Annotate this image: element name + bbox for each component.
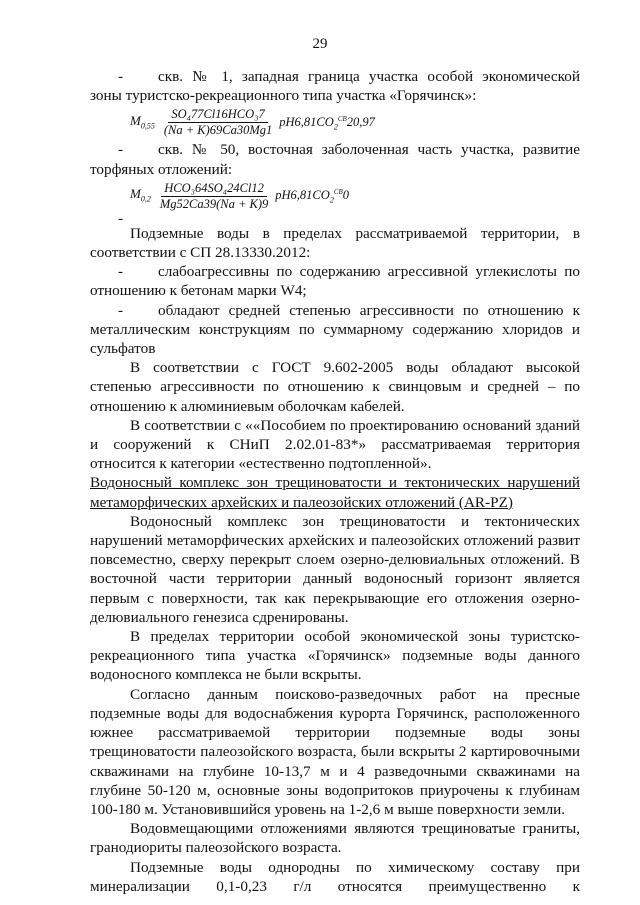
formula-fraction [157, 181, 271, 212]
bullet-text-continued: металлическим конструкциям по суммарному содержанию хлоридов и сульфатов [90, 320, 580, 358]
bullet-dash: - [118, 263, 124, 281]
section-heading: Водоносный комплекс зон трещиноватости и тектонических нарушений метаморфических архейских и палеозойских отложений (AR-PZ) [90, 474, 580, 511]
bullet-dash: - [118, 141, 124, 159]
paragraph: Водовмещающими отложениями являются трещиноватые граниты, гранодиориты палеозойского возраста. [90, 820, 580, 857]
bullet-dash: - [118, 301, 124, 319]
formula-cations: Mg52Ca39(Na + K)9 [159, 196, 269, 211]
bullet-item [90, 301, 580, 359]
page-number: 29 [312, 36, 328, 52]
paragraph: Согласно данным поисково-разведочных работ на пресные подземные воды для водоснабжения курорта Горячинск, расположенного южнее рассматриваемой территории подземные воды зоны трещиноватости палеозойского возраста, были вскрыты 2 картировочными скважинами на глубине 10-13,7 м и 4 разведочными скважинами на глубине 50-120 м, основные зоны водопритоков приурочены к глубинам 100-180 м. Установившийся уровень на 1-2,6 м выше поверхности земли. [90, 685, 580, 818]
bullet-dash: - [118, 68, 124, 85]
bullet-text-continued: зоны туристско-рекреационного типа участка «Горячинск»: [90, 87, 477, 105]
paragraph: В пределах территории особой экономической зоны туристско-рекреационного типа участка «Горячинск» подземные воды данного водоносного комплекса не были вскрыты. [90, 628, 580, 684]
chemical-formula [130, 181, 580, 212]
formula-ph: $pH6,81CO_2^{CB}0$ [275, 187, 350, 205]
formula-cations: (Na + K)69Ca30Mg1 [163, 123, 273, 138]
bullet-dash: - [118, 209, 124, 227]
bullet-item [90, 140, 580, 178]
formula-fraction [161, 107, 275, 138]
formula-mineralization: $M_{0,2}$ [130, 186, 151, 204]
formula-anions: HCO₃64SO₄24Cl12 [161, 181, 267, 197]
bullet-item [90, 67, 580, 105]
document-body [90, 67, 580, 896]
formula-ph: $pH6,81CO_2^{CB}20,97$ [279, 114, 375, 132]
bullet-text-continued: торфяных отложений: [90, 160, 233, 178]
chemical-formula [130, 107, 580, 138]
paragraph: Подземные воды в пределах рассматриваемой территории, в соответствии с СП 28.13330.2012: [90, 224, 580, 262]
paragraph: В соответствии с ГОСТ 9.602-2005 воды обладают высокой степенью агрессивности по отношению к свинцовым и средней – по отношению к алюминиевым оболочкам кабелей. [90, 359, 580, 415]
paragraph: Подземные воды однородны по химическому составу при минерализации 0,1-0,23 г/л относятся преимущественно к [90, 858, 580, 895]
bullet-text: скв. № 1, западная граница участка особой экономической [158, 68, 580, 85]
bullet-text: слабоагрессивны по содержанию агрессивной углекислоты по [158, 263, 580, 281]
formula-anions: SO₄77Cl16HCO₃7 [168, 107, 267, 123]
bullet-text-continued: отношению к бетонам марки W4; [90, 282, 307, 300]
formula-mineralization: $M_{0,55}$ [130, 112, 155, 131]
bullet-item [90, 262, 580, 300]
bullet-text: обладают средней степенью агрессивности по отношению к [158, 301, 580, 319]
paragraph: Водоносный комплекс зон трещиноватости и тектонических нарушений метаморфических архейских и палеозойских отложений развит повсеместно, сверху перекрыт слоем озерно-делювиальных отложений. В восточной части территории данный водоносный горизонт является первым с поверхности, так как перекрывающие его отложения озерно-делювиального генезиса сдренированы. [90, 512, 580, 626]
paragraph: В соответствии с ««Пособием по проектированию оснований зданий и сооружений к СНиП 2.02.01-83*» рассматриваемая территория относится к категории «естественно подтопленной». [90, 416, 580, 473]
bullet-text: скв. № 50, восточная заболоченная часть участка, развитие [158, 141, 580, 159]
